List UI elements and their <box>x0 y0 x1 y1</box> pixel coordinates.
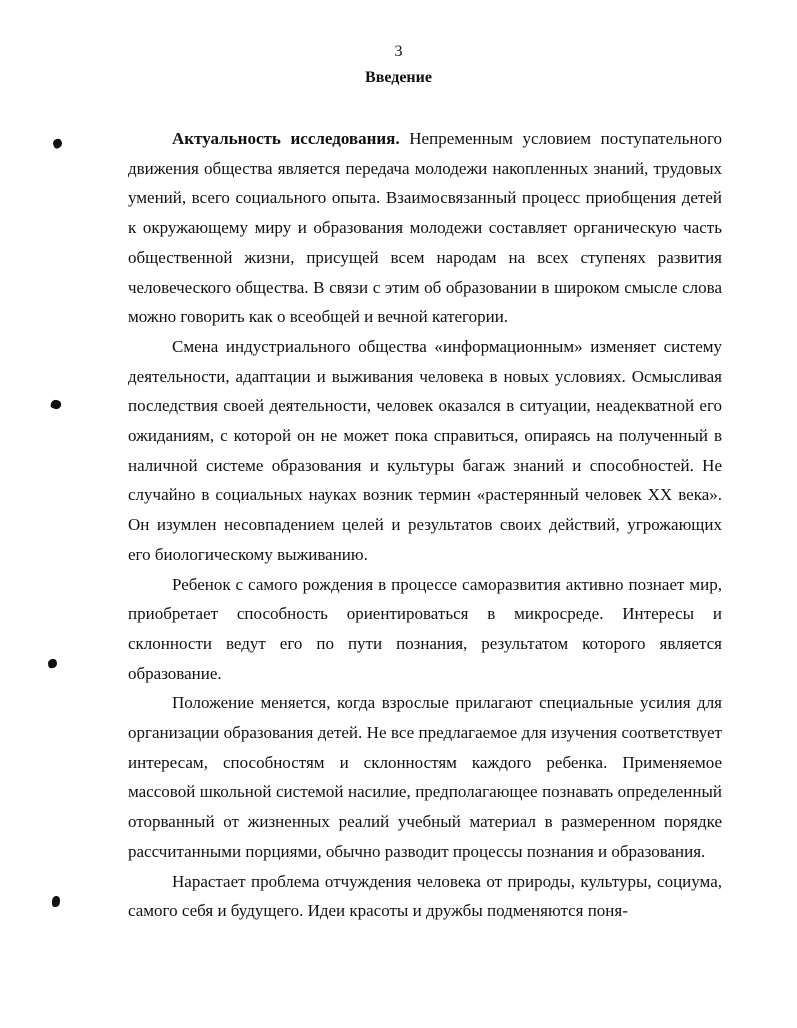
margin-mark <box>52 896 60 907</box>
page-number: 3 <box>394 43 403 60</box>
paragraph-alienation: Нарастает проблема отчуждения человека от природы, культуры, социума, самого себя и будущего. Идеи красоты и дружбы подменяются поня- <box>128 871 722 921</box>
margin-mark <box>50 399 62 411</box>
paragraph-relevance <box>128 124 722 332</box>
paragraph-adult-efforts: Положение меняется, когда взрослые прилагают специальные усилия для организации образования детей. Не все предлагаемое для изучения соответствует интересам, способностям и склонностям каждого ребенка. Применяемое массовой школьной системой насилие, предполагающее познавать определенный оторванный от жизненных реалий учебный материал в размеренном порядке рассчитанными порциями, обычно разводит процессы познания и образования. <box>128 693 722 861</box>
paragraph-child-development: Ребенок с самого рождения в процессе саморазвития активно познает мир, приобретает способность ориентироваться в микросреде. Интересы и склонности ведут его по пути познания, результатом которого является образование. <box>128 574 722 683</box>
margin-mark <box>52 138 64 150</box>
section-title: Введение <box>365 69 432 86</box>
body-text <box>128 124 722 926</box>
paragraph-information-society: Смена индустриального общества «информационным» изменяет систему деятельности, адаптации и выживания человека в новых условиях. Осмысливая последствия своей деятельности, человек оказался в ситуации, неадекватной его ожиданиям, с которой он не может пока справиться, опираясь на полученный в наличной системе образования и культуры багаж знаний и способностей. Не случайно в социальных науках возник термин «растерянный человек XX века». Он изумлен несовпадением целей и результатов своих действий, угрожающих его биологическому выживанию. <box>128 336 722 564</box>
paragraph-text: Непременным условием поступательного движения общества является передача молодежи накопленных знаний, трудовых умений, всего социального опыта. Взаимосвязанный процесс приобщения детей к окружающему миру и образования молодежи составляет органическую часть общественной жизни, присущей всем народам на всех ступенях развития человеческого общества. В связи с этим об образовании в широком смысле слова можно говорить как о всеобщей и вечной категории. <box>128 129 722 327</box>
margin-mark <box>47 658 57 668</box>
paragraph-lead: Актуальность исследования. <box>172 129 400 148</box>
